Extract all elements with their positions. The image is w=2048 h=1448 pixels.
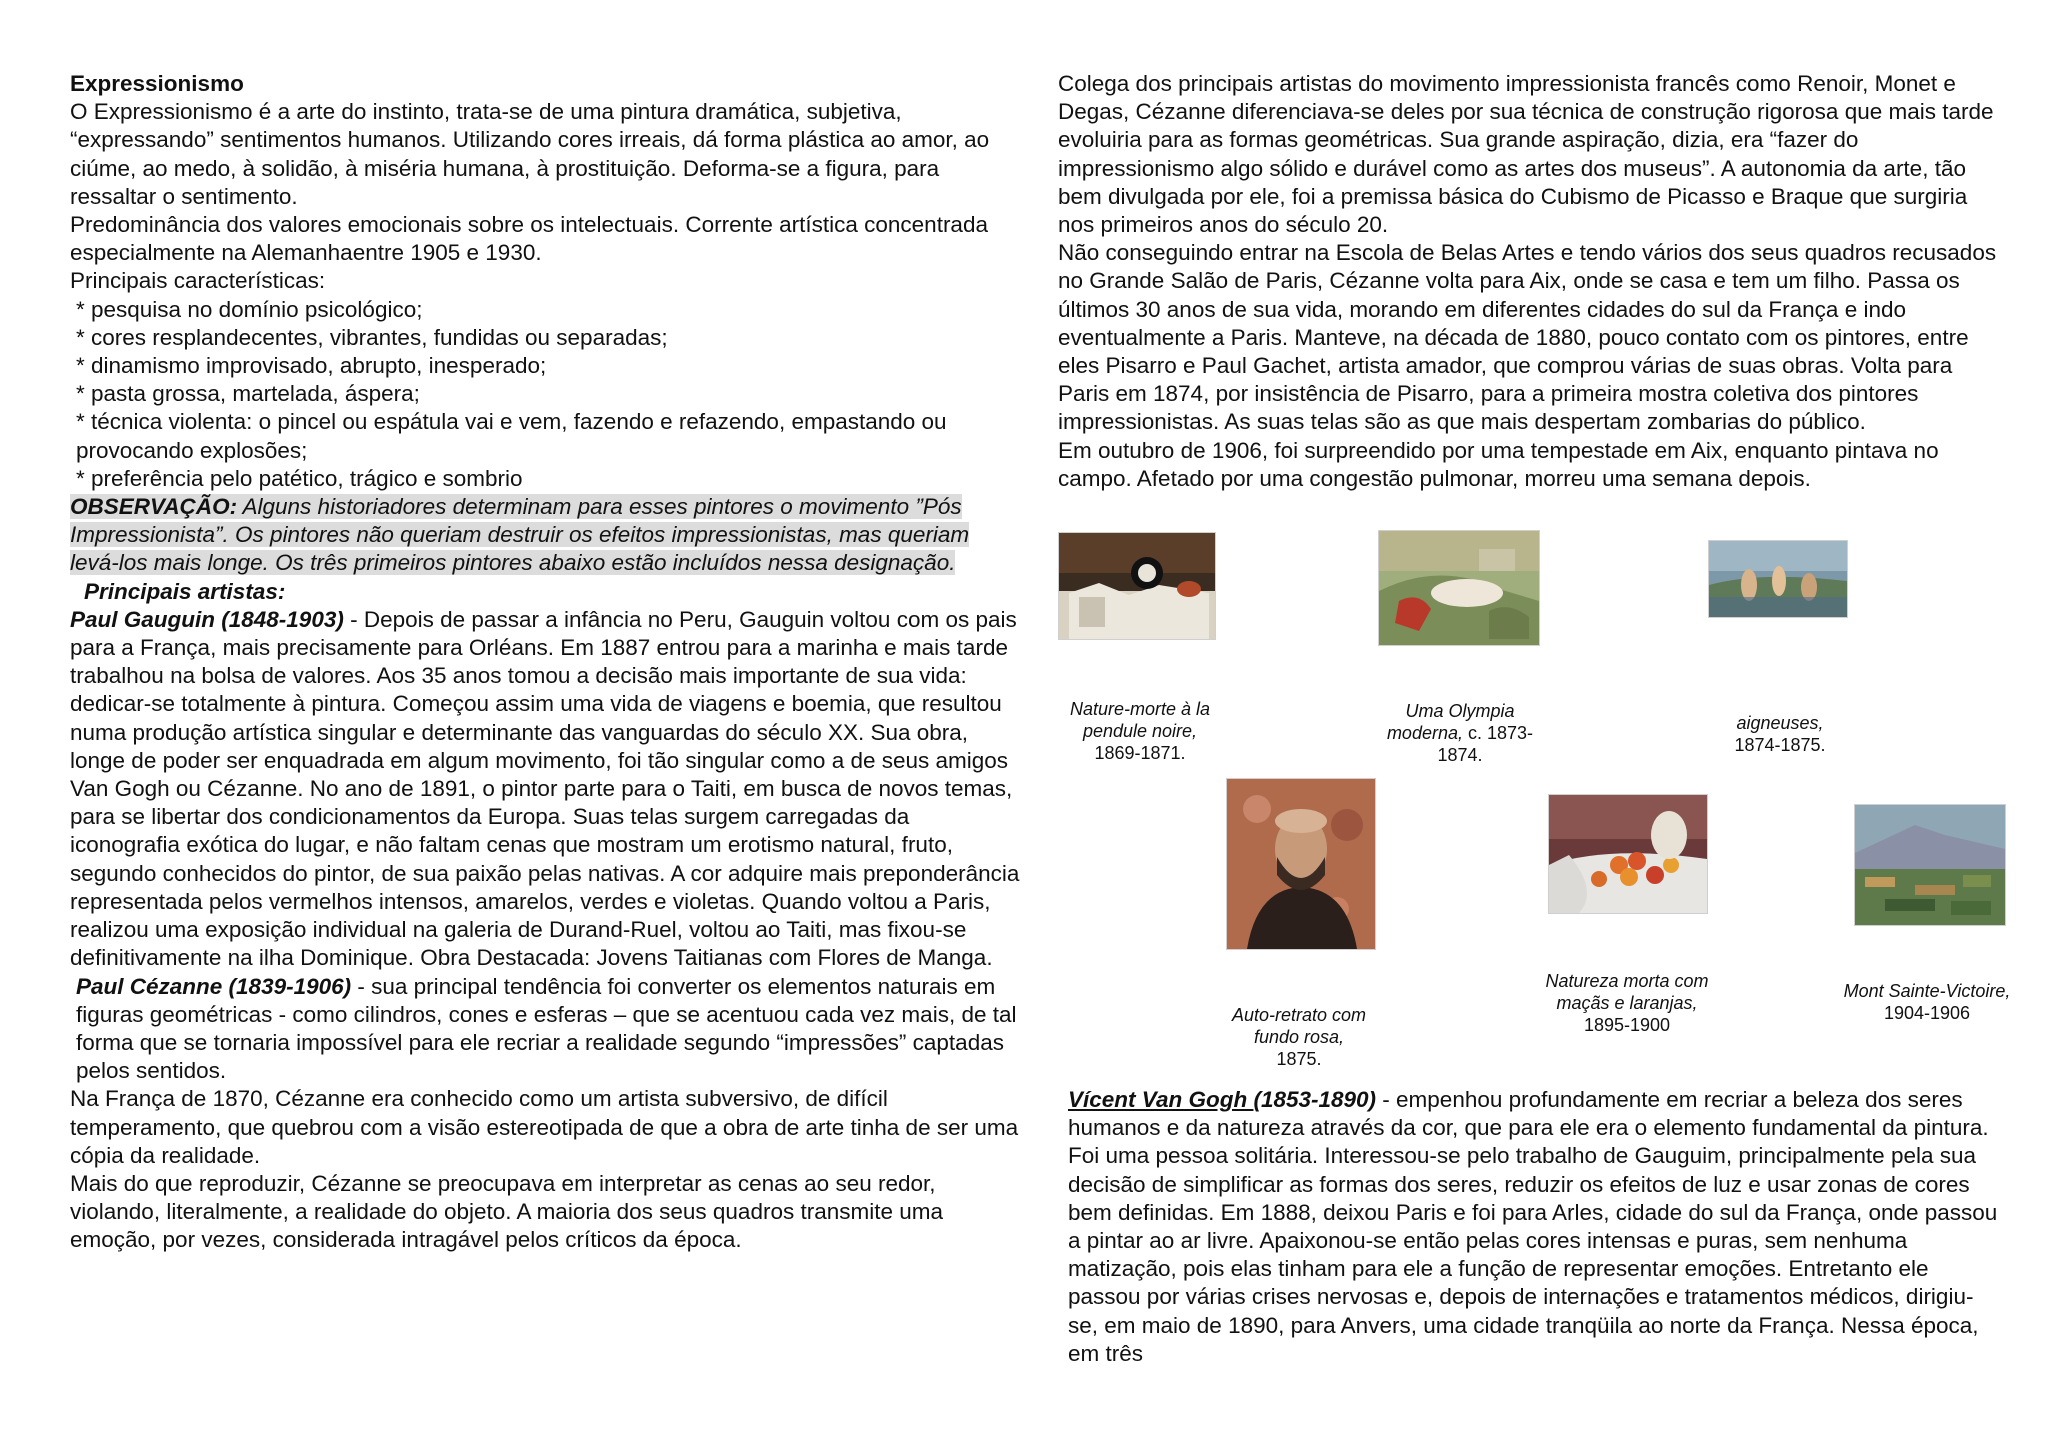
caption-mont-sainte-victoire bbox=[1842, 980, 2012, 1024]
caption-title: Uma Olympia moderna, bbox=[1386, 701, 1515, 743]
feature-item: * técnica violenta: o pincel ou espátula vai e vem, fazendo e refazendo, empastando ou provocando explosões; bbox=[76, 409, 947, 463]
intro-paragraph: O Expressionismo é a arte do instinto, trata-se de uma pintura dramática, subjetiva, “expressando” sentimentos humanos. Utilizando cores irreais, dá forma plástica ao amor, ao ciúme, ao medo, à solidão, à miséria humana, à prostituição. Deforma-se a figura, para ressaltar o sentimento. bbox=[70, 99, 990, 209]
vangogh-name: Vícent Van Gogh bbox=[1068, 1087, 1254, 1112]
intro-paragraph-2: Predominância dos valores emocionais sobre os intelectuais. Corrente artística concentrada especialmente na Alemanhaentre 1905 e 1930. bbox=[70, 212, 988, 266]
caption-pendule-noire bbox=[1050, 698, 1230, 764]
vangogh-paragraph bbox=[1058, 1086, 2002, 1368]
painting-auto-retrato bbox=[1226, 778, 1376, 950]
gauguin-paragraph bbox=[70, 606, 1020, 973]
caption-baigneuses bbox=[1700, 712, 1860, 756]
cezanne-bio-paragraph-2: Não conseguindo entrar na Escola de Belas Artes e tendo vários dos seus quadros recusados no Grande Salão de Paris, Cézanne volta para Aix, onde se casa e tem um filho. Passa os últimos 30 anos de sua vida, morando em diferentes cidades do sul da França e indo eventualmente a Paris. Manteve, na década de 1880, pouco contato com os pintores, entre eles Pisarro e Paul Gachet, artista amador, que comprou várias de suas obras. Volta para Paris em 1874, por insistência de Pisarro, para a primeira mostra coletiva dos pintores impressionistas. As suas telas são as que mais despertam zombarias do público. bbox=[1058, 240, 1997, 435]
artists-heading: Principais artistas: bbox=[84, 578, 286, 604]
gauguin-text: - Depois de passar a infância no Peru, Gauguin voltou com os pais para a França, mais precisamente para Orléans. Em 1887 entrou para a marinha e mais tarde trabalhou na bolsa de valores. Aos 35 anos tomou a decisão mais importante de sua vida: dedicar-se totalmente à pintura. Começou assim uma vida de viagens e boemia, que resultou numa produção artística singular e determinante das vanguardas do século XX. Sua obra, longe de poder ser enquadrada em algum movimento, foi tão singular como a de seus amigos Van Gogh ou Cézanne. No ano de 1891, o pintor parte para o Taiti, em busca de novos temas, para se libertar dos condicionamentos da Europa. Suas telas surgem carregadas da iconografia exótica do lugar, e não faltam cenas que mostram um erotismo natural, fruto, segundo conhecidos do pintor, de sua paixão pelas nativas. A cor adquire mais preponderância representada pelos vermelhos intensos, amarelos, verdes e violetas. Quando voltou a Paris, realizou uma exposição individual na galeria de Durand-Ruel, voltou ao Taiti, mas fixou-se definitivamente na ilha Dominique. Obra Destacada: Jovens Taitianas com Flores de Manga. bbox=[70, 606, 1020, 971]
feature-item: * pasta grossa, martelada, áspera; bbox=[76, 381, 420, 407]
right-column bbox=[1058, 70, 2008, 493]
observation-text: Alguns historiadores determinam para esses pintores o movimento ”Pós Impressionista”. Os pintores não queriam destruir os efeitos impressionistas, mas queriam levá-los mais longe. Os três primeiros pintores abaixo estão incluídos nessa designação. bbox=[70, 494, 970, 576]
vangogh-section bbox=[1058, 1086, 2002, 1368]
caption-title: Nature-morte à la pendule noire, bbox=[1069, 699, 1211, 741]
feature-item: * cores resplandecentes, vibrantes, fundidas ou separadas; bbox=[76, 324, 668, 350]
feature-item: * dinamismo improvisado, abrupto, inesperado; bbox=[76, 353, 547, 379]
observation-label: OBSERVAÇÃO: bbox=[70, 494, 238, 520]
caption-date: 1874-1875. bbox=[1734, 735, 1826, 755]
cezanne-bio-paragraph: Colega dos principais artistas do movimento impressionista francês como Renoir, Monet e Degas, Cézanne diferenciava-se deles por sua técnica de construção rigorosa que mais tarde evoluiria para as formas geométricas. Sua grande aspiração, dizia, era “fazer do impressionismo algo sólido e durável como as artes dos museus”. A autonomia da arte, tão bem divulgada por ele, foi a premissa básica do Cubismo de Picasso e Braque que surgiria nos primeiros anos do século 20. bbox=[1058, 71, 1994, 238]
caption-date: 1895-1900 bbox=[1583, 1015, 1671, 1035]
cezanne-bio-paragraph-3: Em outubro de 1906, foi surpreendido por uma tempestade em Aix, enquanto pintava no campo. Afetado por uma congestão pulmonar, morreu uma semana depois. bbox=[1058, 437, 1939, 491]
cezanne-paragraph bbox=[70, 973, 1020, 1086]
caption-auto-retrato bbox=[1214, 1004, 1384, 1070]
painting-macas-laranjas bbox=[1548, 794, 1708, 914]
caption-olympia bbox=[1380, 700, 1540, 766]
caption-macas-laranjas bbox=[1542, 970, 1712, 1036]
gauguin-name: Paul Gauguin (1848-1903) bbox=[70, 606, 344, 632]
caption-title: Natureza morta com maçãs e laranjas, bbox=[1545, 971, 1709, 1013]
painting-olympia-moderna bbox=[1378, 530, 1540, 646]
features-title: Principais características: bbox=[70, 268, 326, 294]
vangogh-years: (1853-1890) bbox=[1253, 1087, 1377, 1112]
caption-date: c. 1873-1874. bbox=[1437, 723, 1534, 765]
cezanne-paragraph-3: Mais do que reproduzir, Cézanne se preocupava em interpretar as cenas ao seu redor, violando, literalmente, a realidade do objeto. A maioria dos seus quadros transmite uma emoção, por vezes, considerada intragável pelos críticos da época. bbox=[70, 1170, 944, 1253]
caption-date: 1904-1906 bbox=[1883, 1003, 1971, 1023]
caption-title: Auto-retrato com fundo rosa, bbox=[1231, 1005, 1367, 1047]
vangogh-text: - empenhou profundamente em recriar a beleza dos seres humanos e da natureza através da cor, que para ele era o elemento fundamental da pintura. Foi uma pessoa solitária. Interessou-se pelo trabalho de Gauguim, principalmente pela sua decisão de simplificar as formas dos seres, reduzir os efeitos de luz e usar zonas de cores bem definidas. Em 1888, deixou Paris e foi para Arles, cidade do sul da França, onde passou a pintar ao ar livre. Apaixonou-se então pelas cores intensas e puras, sem nenhuma matização, pois elas tinham para ele a função de representar emoções. Entretanto ele passou por várias crises nervosas e, depois de internações e tratamentos médicos, dirigiu-se, em maio de 1890, para Anvers, uma cidade tranqüila ao norte da França. Nessa época, em três bbox=[1068, 1087, 1998, 1366]
section-title: Expressionismo bbox=[70, 71, 244, 96]
observation-note bbox=[70, 493, 1020, 578]
caption-date: 1869-1871. bbox=[1094, 743, 1186, 763]
feature-item: * preferência pelo patético, trágico e sombrio bbox=[76, 465, 523, 491]
painting-baigneuses bbox=[1708, 540, 1848, 618]
caption-title: Mont Sainte-Victoire, bbox=[1843, 981, 2011, 1001]
cezanne-name: Paul Cézanne (1839-1906) bbox=[76, 973, 352, 999]
painting-pendule-noire bbox=[1058, 532, 1216, 640]
caption-title: aigneuses, bbox=[1736, 713, 1824, 733]
left-column bbox=[70, 70, 1020, 1255]
cezanne-paragraph-2: Na França de 1870, Cézanne era conhecido como um artista subversivo, de difícil temperamento, que quebrou com a visão estereotipada de que a obra de arte tinha de ser uma cópia da realidade. bbox=[70, 1086, 1019, 1168]
caption-date: 1875. bbox=[1276, 1049, 1322, 1069]
feature-item: * pesquisa no domínio psicológico; bbox=[76, 296, 423, 322]
cezanne-text: - sua principal tendência foi converter os elementos naturais em figuras geométricas - como cilindros, cones e esferas – que se acentuou cada vez mais, de tal forma que se tornaria impossível para ele recriar a realidade segundo “impressões” captadas pelos sentidos. bbox=[76, 973, 1017, 1084]
painting-mont-sainte-victoire bbox=[1854, 804, 2006, 926]
